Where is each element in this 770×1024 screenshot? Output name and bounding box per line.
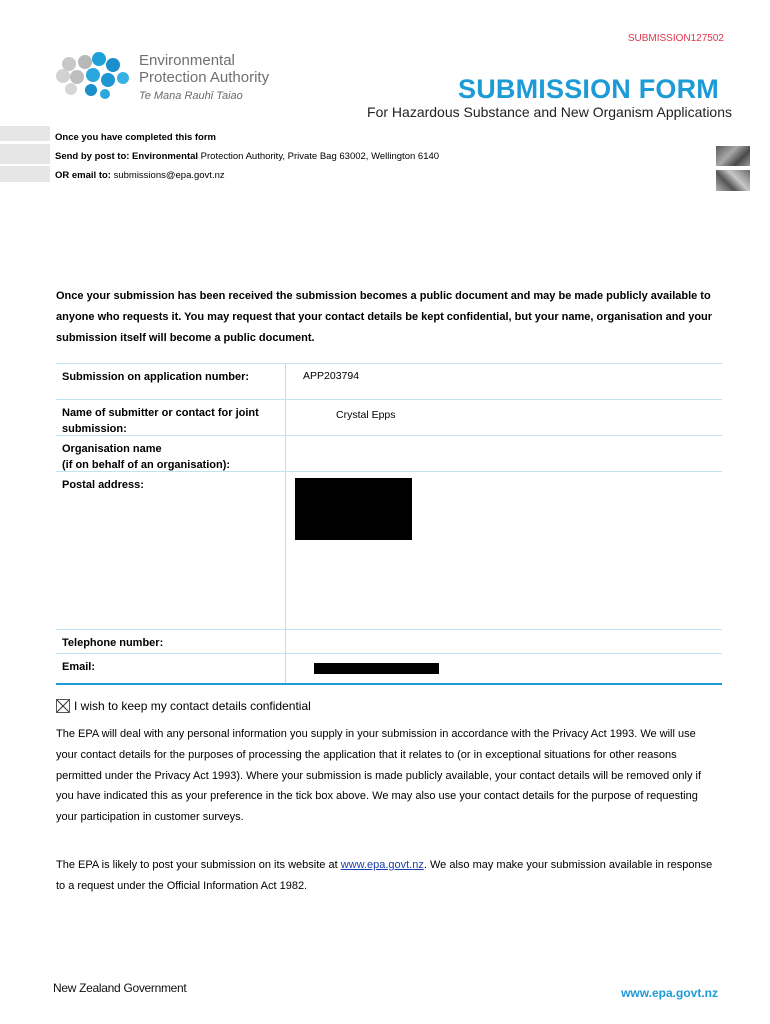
- post-instruction: [55, 147, 439, 166]
- post-address: Protection Authority, Private Bag 63002, Wellington 6140: [198, 151, 440, 162]
- organisation-label-line2: (if on behalf of an organisation):: [62, 459, 231, 471]
- submission-instructions: [55, 128, 439, 185]
- email-instruction: [55, 166, 439, 185]
- postal-address-field[interactable]: [285, 472, 723, 630]
- form-title: SUBMISSION FORM: [457, 74, 719, 104]
- table-row-name: [56, 399, 722, 436]
- scan-thumbnail: [716, 170, 750, 191]
- epa-logo: [53, 50, 313, 100]
- margin-shade: [0, 144, 50, 164]
- redaction-block: [295, 478, 412, 540]
- margin-shade: [0, 126, 50, 141]
- postal-address-label: Postal address:: [62, 479, 144, 491]
- form-subtitle: For Hazardous Substance and New Organism Applications: [367, 104, 732, 120]
- epa-logo-mark-icon: [53, 50, 135, 100]
- submitter-name-field[interactable]: Crystal Epps: [285, 400, 722, 436]
- table-row-organisation: [56, 435, 722, 472]
- instructions-heading: Once you have completed this form: [55, 132, 217, 143]
- logo-text-line2: Protection Authority: [139, 69, 270, 86]
- table-row-application: [56, 363, 722, 400]
- application-number-label: Submission on application number:: [62, 371, 250, 383]
- telephone-field[interactable]: [285, 630, 723, 654]
- website-posting-paragraph: [56, 855, 716, 897]
- table-row-email: [56, 653, 722, 685]
- logo-text-line3: Te Mana Rauhī Taiao: [139, 90, 243, 102]
- confidential-checkbox[interactable]: [56, 699, 70, 713]
- nz-government-logo: New Zealand Government: [53, 981, 187, 995]
- logo-text-line1: Environmental: [139, 52, 235, 69]
- application-number-field[interactable]: APP203794: [285, 364, 722, 400]
- epa-website-link[interactable]: www.epa.govt.nz: [340, 859, 424, 871]
- privacy-paragraph: The EPA will deal with any personal information you supply in your submission in accordance with the Privacy Act 1993. We will use your contact details for the purposes of processing the application that it relates to (or in exceptional situations for other reasons permitted under the Privacy Act 1993). Where your submission is made publicly available, your contact details will be removed only if you have indicated this as your preference in the tick box above. We may also use your contact details for the purpose of requesting your participation in customer surveys.: [56, 728, 702, 824]
- email-field[interactable]: [285, 654, 723, 683]
- organisation-label: [62, 441, 277, 473]
- checkbox-cross-icon: [57, 700, 69, 712]
- email-label: OR email to:: [55, 170, 111, 181]
- redaction-block: [314, 663, 439, 674]
- submitter-name-label: Name of submitter or contact for joint submission:: [62, 407, 259, 435]
- submission-id: SUBMISSION127502: [627, 33, 724, 44]
- confidential-option: [56, 699, 311, 713]
- public-document-notice: Once your submission has been received the submission becomes a public document and may be made publicly available to anyone who requests it. You may request that your contact details be kept confidential, but your name, organisation and your submission itself will become a public document.: [56, 290, 713, 344]
- website-posting-text-before: The EPA is likely to post your submission on its website at: [56, 859, 341, 871]
- organisation-field[interactable]: [285, 436, 723, 472]
- footer-website-url: www.epa.govt.nz: [621, 986, 718, 1000]
- post-label: Send by post to: Environmental: [55, 151, 199, 162]
- organisation-label-line1: Organisation name: [62, 443, 162, 455]
- confidential-checkbox-label: I wish to keep my contact details confidential: [74, 699, 311, 713]
- scan-thumbnail: [716, 146, 750, 166]
- telephone-label: Telephone number:: [62, 637, 164, 649]
- table-row-postal: [56, 471, 722, 630]
- website-posting-text-after: . We also may make your submission available in response to a request under the Official Information Act 1982.: [56, 859, 713, 892]
- email-field-label: Email:: [62, 661, 96, 673]
- margin-shade: [0, 166, 50, 182]
- table-row-telephone: [56, 629, 722, 654]
- email-address: submissions@epa.govt.nz: [110, 170, 225, 181]
